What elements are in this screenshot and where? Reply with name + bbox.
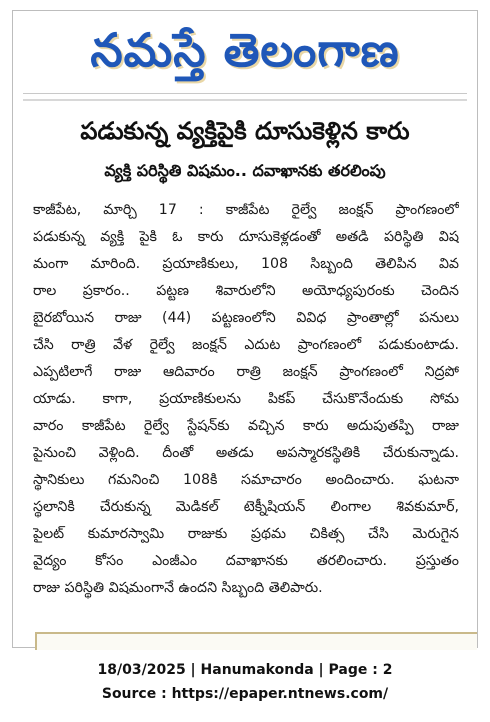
article-line: బైరబోయిన రాజు (44) పట్టణంలోని వివిధ ప్రాంతాల్లో పనులు xyxy=(33,310,459,326)
article-line: యాడు. కాగా, ప్రయాణికులను పికప్ చేసుకొనేందుకు సోమ xyxy=(33,391,459,407)
article-line: పైలట్ కుమారస్వామి రాజుకు ప్రథమ చికిత్స చేసి మెరుగైన xyxy=(33,526,459,542)
masthead-divider xyxy=(23,93,467,94)
article-subheadline: వ్యక్తి పరిస్థితి విషమం.. దవాఖానకు తరలింపు xyxy=(104,161,386,180)
edition-info: 18/03/2025 | Hanumakonda | Page : 2 xyxy=(97,662,393,678)
masthead-divider-secondary xyxy=(23,99,467,101)
article-line: స్థానికులు గమనించి 108కి సమాచారం అందించారు. ఘటనా xyxy=(33,472,459,488)
article-line: పైనుంచి వెళ్లింది. దీంతో అతడు అపస్మారకస్థితికి చేరుకున్నాడు. xyxy=(33,445,459,461)
article-body xyxy=(33,197,459,602)
article-headline: పడుకున్న వ్యక్తిపైకి దూసుకెళ్లిన కారు xyxy=(80,117,410,145)
article-line: చేసి రాత్రి వేళ రైల్వే జంక్షన్ ఎదుట ప్రాంగణంలో పడుకుంటాడు. xyxy=(33,337,459,353)
article-line: కాజీపేట, మార్చి 17 : కాజీపేట రైల్వే జంక్షన్ ప్రాంగణంలో xyxy=(33,202,459,218)
article-line: ఎప్పటిలాగే రాజు ఆదివారం రాత్రి జంక్షన్ ప్రాంగణంలో నిద్రపో xyxy=(33,364,459,380)
article-line: రాజు పరిస్థితి విషమంగానే ఉందని సిబ్బంది తెలిపారు. xyxy=(33,580,323,596)
masthead-logo: నమస్తే తెలంగాణ xyxy=(90,23,400,77)
newspaper-clipping xyxy=(12,10,478,648)
article-line: వైద్యం కోసం ఎంజీఎం దవాఖానకు తరలించారు. ప్రస్తుతం xyxy=(33,553,459,569)
adjacent-article-edge xyxy=(35,632,477,650)
article-line: మంగా మారింది. ప్రయాణికులు, 108 సిబ్బంది తెలిపిన వివ xyxy=(33,256,459,272)
article-line: స్థలానికి చేరుకున్న మెడికల్ టెక్నీషియన్ లింగాల శివకుమార్, xyxy=(33,499,459,515)
article-line: రాల ప్రకారం.. పట్టణ శివారులోని అయోధ్యపురంకు చెందిన xyxy=(33,283,459,299)
article-line: వారం కాజీపేట రైల్వే స్టేషన్‌కు వచ్చిన కారు అదుపుతప్పి రాజు xyxy=(33,418,459,434)
article-line: పడుకున్న వ్యక్తి పైకి ఓ కారు దూసుకెళ్లడంతో అతడి పరిస్థితి విష xyxy=(33,229,459,245)
source-link[interactable]: Source : https://epaper.ntnews.com/ xyxy=(101,686,389,702)
